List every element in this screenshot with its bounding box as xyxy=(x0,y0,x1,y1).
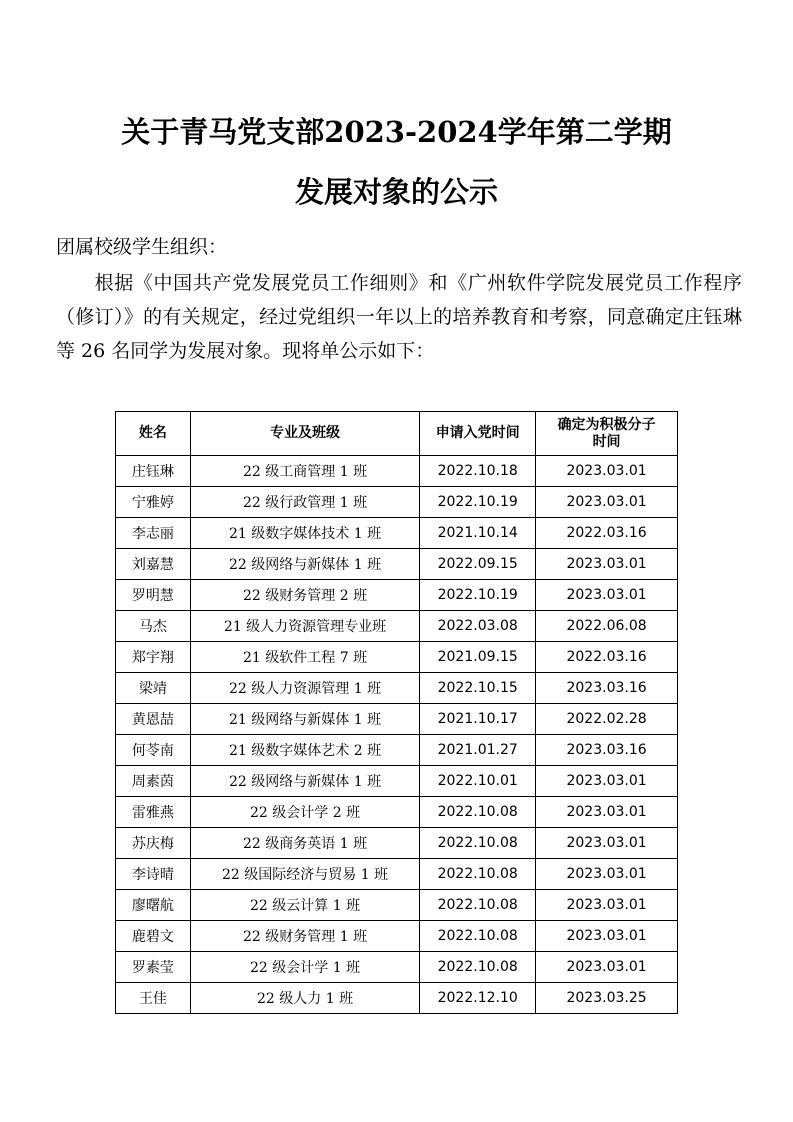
header-major-class: 专业及班级 xyxy=(190,412,419,456)
table-row xyxy=(116,766,678,797)
cell-name: 李诗晴 xyxy=(116,859,191,890)
cell-major-class: 22 级会计学 2 班 xyxy=(190,797,419,828)
development-candidates-table xyxy=(115,411,678,1014)
cell-major-class: 22 级财务管理 1 班 xyxy=(190,921,419,952)
table-row xyxy=(116,580,678,611)
cell-application-date: 2022.10.08 xyxy=(420,859,536,890)
header-activist-date: 确定为积极分子时间 xyxy=(536,412,678,456)
cell-application-date: 2022.10.01 xyxy=(420,766,536,797)
cell-application-date: 2021.10.17 xyxy=(420,704,536,735)
cell-major-class: 22 级网络与新媒体 1 班 xyxy=(190,766,419,797)
cell-major-class: 22 级商务英语 1 班 xyxy=(190,828,419,859)
table-row xyxy=(116,487,678,518)
cell-application-date: 2022.03.08 xyxy=(420,611,536,642)
cell-name: 郑宇翔 xyxy=(116,642,191,673)
cell-activist-date: 2022.06.08 xyxy=(536,611,678,642)
cell-activist-date: 2023.03.01 xyxy=(536,580,678,611)
cell-name: 李志丽 xyxy=(116,518,191,549)
cell-application-date: 2021.01.27 xyxy=(420,735,536,766)
cell-major-class: 21 级人力资源管理专业班 xyxy=(190,611,419,642)
cell-name: 何苓南 xyxy=(116,735,191,766)
table-row xyxy=(116,859,678,890)
cell-activist-date: 2023.03.01 xyxy=(536,952,678,983)
cell-name: 王佳 xyxy=(116,983,191,1014)
cell-activist-date: 2023.03.16 xyxy=(536,735,678,766)
table-row xyxy=(116,735,678,766)
cell-name: 鹿碧文 xyxy=(116,921,191,952)
cell-application-date: 2022.10.08 xyxy=(420,828,536,859)
table-row xyxy=(116,611,678,642)
table-row xyxy=(116,890,678,921)
cell-activist-date: 2023.03.25 xyxy=(536,983,678,1014)
cell-activist-date: 2023.03.16 xyxy=(536,673,678,704)
cell-name: 刘嘉慧 xyxy=(116,549,191,580)
cell-activist-date: 2022.02.28 xyxy=(536,704,678,735)
cell-activist-date: 2023.03.01 xyxy=(536,859,678,890)
cell-name: 黄恩喆 xyxy=(116,704,191,735)
cell-application-date: 2022.10.08 xyxy=(420,890,536,921)
cell-name: 梁靖 xyxy=(116,673,191,704)
table-row xyxy=(116,673,678,704)
cell-major-class: 22 级国际经济与贸易 1 班 xyxy=(190,859,419,890)
table-row xyxy=(116,828,678,859)
cell-application-date: 2021.09.15 xyxy=(420,642,536,673)
cell-activist-date: 2023.03.01 xyxy=(536,828,678,859)
table-row xyxy=(116,642,678,673)
cell-name: 罗明慧 xyxy=(116,580,191,611)
cell-application-date: 2022.10.19 xyxy=(420,580,536,611)
cell-major-class: 21 级数字媒体艺术 2 班 xyxy=(190,735,419,766)
cell-application-date: 2022.10.08 xyxy=(420,797,536,828)
body-paragraph xyxy=(56,266,742,368)
table-header-row xyxy=(116,412,678,456)
table-row xyxy=(116,456,678,487)
cell-name: 马杰 xyxy=(116,611,191,642)
table-row xyxy=(116,549,678,580)
cell-major-class: 21 级数字媒体技术 1 班 xyxy=(190,518,419,549)
body-text: 根据《中国共产党发展党员工作细则》和《广州软件学院发展党员工作程序（修订）》的有关规定，经过党组织一年以上的培养教育和考察，同意确定庄钰琳等 26 名同学为发展对象。现将单公示如下： xyxy=(56,272,742,362)
cell-application-date: 2022.10.15 xyxy=(420,673,536,704)
header-name: 姓名 xyxy=(116,412,191,456)
cell-application-date: 2022.10.08 xyxy=(420,952,536,983)
document-title-line2: 发展对象的公示 xyxy=(294,175,498,209)
cell-application-date: 2022.10.08 xyxy=(420,921,536,952)
cell-name: 宁雅婷 xyxy=(116,487,191,518)
table-row xyxy=(116,952,678,983)
salutation: 团属校级学生组织： xyxy=(56,236,228,258)
cell-major-class: 22 级人力资源管理 1 班 xyxy=(190,673,419,704)
cell-activist-date: 2022.03.16 xyxy=(536,642,678,673)
table-row xyxy=(116,983,678,1014)
cell-name: 罗素莹 xyxy=(116,952,191,983)
cell-major-class: 22 级人力 1 班 xyxy=(190,983,419,1014)
cell-major-class: 22 级财务管理 2 班 xyxy=(190,580,419,611)
cell-major-class: 22 级工商管理 1 班 xyxy=(190,456,419,487)
table-row xyxy=(116,797,678,828)
cell-application-date: 2021.10.14 xyxy=(420,518,536,549)
cell-major-class: 21 级软件工程 7 班 xyxy=(190,642,419,673)
cell-activist-date: 2023.03.01 xyxy=(536,487,678,518)
cell-name: 廖曙航 xyxy=(116,890,191,921)
table-row xyxy=(116,921,678,952)
cell-activist-date: 2023.03.01 xyxy=(536,766,678,797)
cell-activist-date: 2023.03.01 xyxy=(536,797,678,828)
cell-name: 庄钰琳 xyxy=(116,456,191,487)
cell-major-class: 22 级网络与新媒体 1 班 xyxy=(190,549,419,580)
table-row xyxy=(116,518,678,549)
cell-major-class: 22 级会计学 1 班 xyxy=(190,952,419,983)
cell-application-date: 2022.10.18 xyxy=(420,456,536,487)
cell-major-class: 21 级网络与新媒体 1 班 xyxy=(190,704,419,735)
cell-name: 苏庆梅 xyxy=(116,828,191,859)
cell-activist-date: 2023.03.01 xyxy=(536,890,678,921)
document-title-line1: 关于青马党支部2023-2024学年第二学期 xyxy=(121,115,672,149)
cell-application-date: 2022.09.15 xyxy=(420,549,536,580)
table-row xyxy=(116,704,678,735)
cell-name: 周素茵 xyxy=(116,766,191,797)
cell-activist-date: 2023.03.01 xyxy=(536,921,678,952)
cell-major-class: 22 级行政管理 1 班 xyxy=(190,487,419,518)
cell-activist-date: 2022.03.16 xyxy=(536,518,678,549)
cell-application-date: 2022.10.19 xyxy=(420,487,536,518)
cell-activist-date: 2023.03.01 xyxy=(536,549,678,580)
cell-activist-date: 2023.03.01 xyxy=(536,456,678,487)
header-application-date: 申请入党时间 xyxy=(420,412,536,456)
cell-name: 雷雅燕 xyxy=(116,797,191,828)
cell-major-class: 22 级云计算 1 班 xyxy=(190,890,419,921)
cell-application-date: 2022.12.10 xyxy=(420,983,536,1014)
